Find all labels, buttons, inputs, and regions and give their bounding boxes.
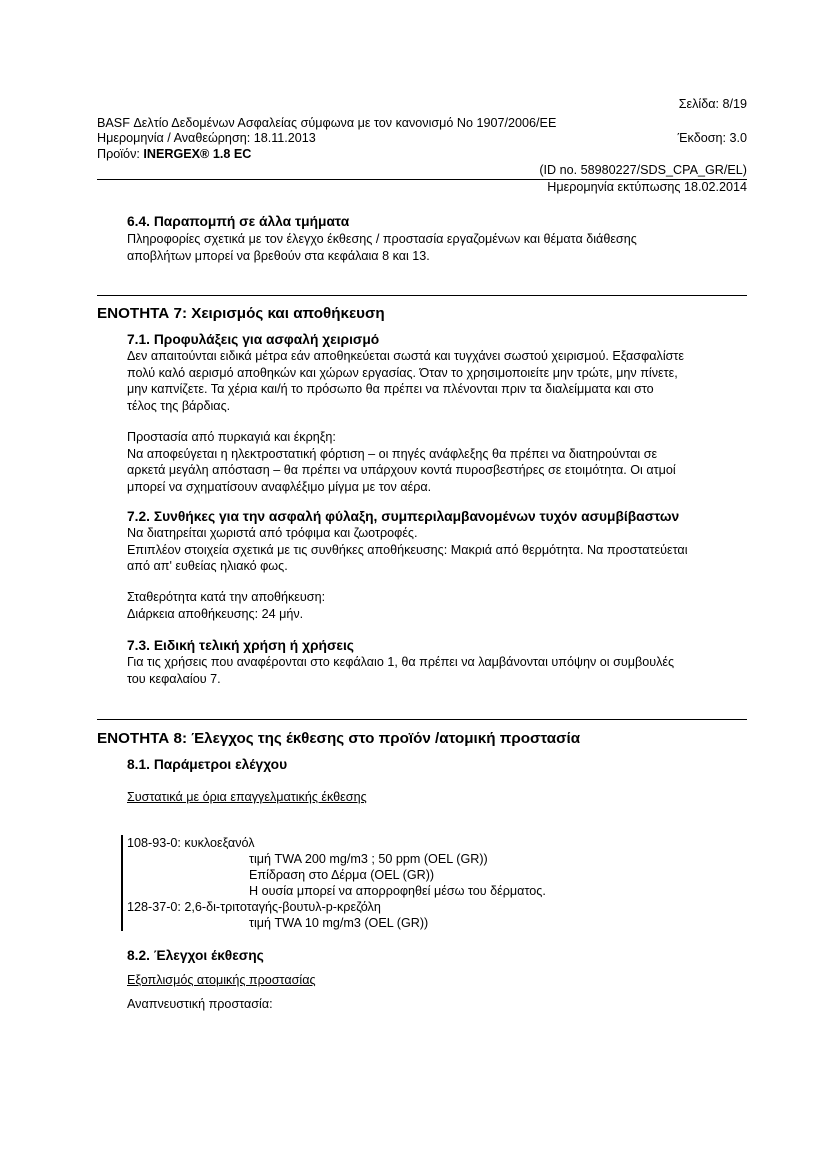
substance-detail: τιμή TWA 200 mg/m3 ; 50 ppm (OEL (GR)) (249, 852, 488, 866)
substance-name: 128-37-0: 2,6-δι-τριτοταγής-βουτυλ-p-κρεζόλη (127, 900, 381, 914)
paragraph-6-4 (127, 231, 752, 264)
text-line: μπορεί να σχηματίσουν αναφλέξιμο μίγμα με τον αέρα. (127, 479, 432, 494)
section-divider (97, 295, 747, 296)
text-line: μην καπνίζετε. Τα χέρια και/ή το πρόσωπο θα πρέπει να πλένονται πριν τα διαλείμματα και στο (127, 382, 654, 396)
paragraph-7-3 (127, 654, 752, 687)
document-id: (ID no. 58980227/SDS_CPA_GR/EL) (539, 163, 747, 177)
product-line (97, 147, 251, 162)
section-title-7: ΕΝΟΤΗΤΑ 7: Χειρισμός και αποθήκευση (97, 305, 385, 322)
paragraph-7-1-fire (127, 429, 752, 495)
revision-date: Ημερομηνία / Αναθεώρηση: 18.11.2013 (97, 131, 316, 145)
text-line: Να διατηρείται χωριστά από τρόφιμα και ζωοτροφές. (127, 526, 418, 540)
text-line: Να αποφεύγεται η ηλεκτροστατική φόρτιση – οι πηγές ανάφλεξης θα πρέπει να διατηρούνται σε (127, 446, 658, 461)
substance-detail: τιμή TWA 10 mg/m3 (OEL (GR)) (249, 916, 429, 930)
page-number: Σελίδα: 8/19 (678, 97, 747, 111)
substance-detail: Η ουσία μπορεί να απορροφηθεί μέσω του δέρματος. (249, 884, 546, 898)
text-line: τέλος της βάρδιας. (127, 398, 231, 413)
text-line: πολύ καλό αερισμό αποθηκών και χώρων εργασίας. Όταν το χρησιμοποιείτε μην τρώτε, μην πίνετε, (127, 365, 678, 380)
text-line: Για τις χρήσεις που αναφέρονται στο κεφάλαιο 1, θα πρέπει να λαμβάνονται υπόψην οι συμβουλές (127, 655, 675, 669)
section-divider (97, 719, 747, 720)
paragraph-7-2-storage (127, 525, 752, 575)
product-name: INERGEX® 1.8 EC (143, 147, 252, 161)
subsection-title-8-1: 8.1. Παράμετροι ελέγχου (127, 757, 288, 772)
text-line: Σταθερότητα κατά την αποθήκευση: (127, 590, 326, 604)
subsection-title-7-1: 7.1. Προφυλάξεις για ασφαλή χειρισμό (127, 332, 380, 347)
subsection-title-6-4: 6.4. Παραπομπή σε άλλα τμήματα (127, 214, 350, 229)
respiratory-protection-label: Αναπνευστική προστασία: (127, 997, 273, 1011)
ppe-subhead: Εξοπλισμός ατομικής προστασίας (127, 973, 316, 987)
print-date: Ημερομηνία εκτύπωσης 18.02.2014 (547, 180, 747, 194)
product-label: Προϊόν: (97, 147, 144, 161)
text-line: Προστασία από πυρκαγιά και έκρηξη: (127, 430, 336, 444)
subsection-title-7-2: 7.2. Συνθήκες για την ασφαλή φύλαξη, συμπεριλαμβανομένων τυχόν ασυμβίβαστων (127, 509, 680, 524)
text-line: Διάρκεια αποθήκευσης: 24 μήν. (127, 606, 304, 621)
substance-detail: Επίδραση στο Δέρμα (OEL (GR)) (249, 868, 435, 882)
version-number: Έκδοση: 3.0 (677, 131, 747, 145)
header-regulation-line: BASF Δελτίο Δεδομένων Ασφαλείας σύμφωνα με τον κανονισμό Νο 1907/2006/ΕΕ (97, 116, 557, 130)
text-line: Επιπλέον στοιχεία σχετικά με τις συνθήκες αποθήκευσης: Μακριά από θερμότητα. Να προστατεύεται (127, 542, 688, 557)
subsection-title-7-3: 7.3. Ειδική τελική χρήση ή χρήσεις (127, 638, 354, 653)
exposure-limits-subhead: Συστατικά με όρια επαγγελματικής έκθεσης (127, 790, 367, 804)
paragraph-7-2-stability (127, 589, 752, 622)
substance-block-bar (121, 835, 123, 931)
section-title-8: ΕΝΟΤΗΤΑ 8: Έλεγχος της έκθεσης στο προϊόν /ατομική προστασία (97, 730, 581, 747)
text-line: Δεν απαιτούνται ειδικά μέτρα εάν αποθηκεύεται σωστά και τυγχάνει σωστού χειρισμού. Εξασφαλίστε (127, 349, 684, 363)
subsection-title-8-2: 8.2. Έλεγχοι έκθεσης (127, 948, 264, 963)
text-line: από απ' ευθείας ηλιακό φως. (127, 559, 288, 573)
text-line: αρκετά μεγάλη απόσταση – θα πρέπει να υπάρχουν κοντά πυροσβεστήρες σε ετοιμότητα. Οι ατμοί (127, 463, 676, 477)
text-line: του κεφαλαίου 7. (127, 671, 221, 686)
substance-name: 108-93-0: κυκλοεξανόλ (127, 836, 255, 850)
text-line: Πληροφορίες σχετικά με τον έλεγχο έκθεσης / προστασία εργαζομένων και θέματα διάθεσης (127, 232, 637, 246)
paragraph-7-1-handling (127, 348, 752, 414)
text-line: αποβλήτων μπορεί να βρεθούν στα κεφάλαια 8 και 13. (127, 248, 430, 263)
